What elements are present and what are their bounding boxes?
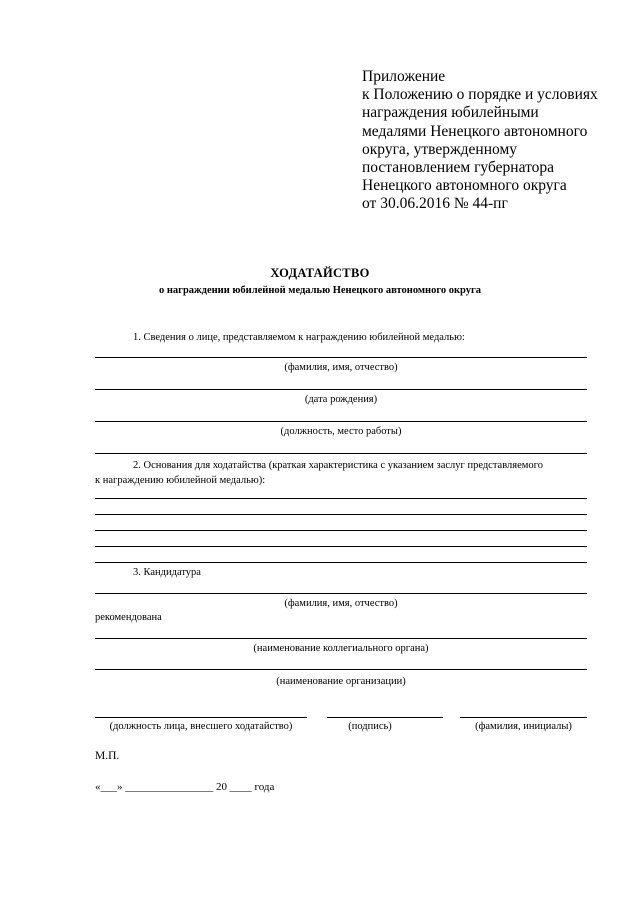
appendix-line: награждения юбилейными [362,104,539,122]
section2-heading-line2: к награждению юбилейной медалью): [95,475,266,486]
initials-signature-line[interactable] [460,717,587,718]
caption-signature: (подпись) [348,721,392,732]
appendix-line: к Положению о порядке и условиях [362,86,598,104]
appendix-line: постановлением губернатора [362,159,555,177]
caption-candidate-name: (фамилия, имя, отчество) [284,598,398,609]
grounds-fill-line[interactable] [95,546,587,547]
caption-collegial-body: (наименование коллегиального органа) [253,643,429,654]
collegial-body-fill-line[interactable] [95,638,587,639]
appendix-block [362,68,598,214]
grounds-fill-line[interactable] [95,530,587,531]
section3-heading: 3. Кандидатура [133,567,201,578]
appendix-line: Приложение [362,68,446,85]
signature-line[interactable] [327,717,443,718]
name-fill-line[interactable] [95,357,587,358]
caption-organization: (наименование организации) [276,676,406,687]
position-fill-line[interactable] [95,421,587,422]
caption-full-name: (фамилия, имя, отчество) [284,362,398,373]
caption-position: (должность, место работы) [280,426,402,437]
recommended-label: рекомендована [95,612,162,623]
caption-signer-position: (должность лица, внесшего ходатайство) [109,721,293,732]
grounds-fill-line[interactable] [95,562,587,563]
appendix-line: медалями Ненецкого автономного [362,122,588,140]
appendix-line: от 30.06.2016 № 44-пг [362,195,508,213]
appendix-line: округа, утвержденному [362,140,518,158]
section2-heading-line1: 2. Основания для ходатайства (краткая характеристика с указанием заслуг представляемого [133,460,543,471]
position-signature-line[interactable] [95,717,307,718]
separator-line [95,453,587,454]
date-line[interactable]: «___» ________________ 20 ____ года [95,781,275,793]
grounds-fill-line[interactable] [95,514,587,515]
appendix-line: Ненецкого автономного округа [362,177,567,195]
grounds-fill-line[interactable] [95,498,587,499]
candidate-name-fill-line[interactable] [95,593,587,594]
document-title: ХОДАТАЙСТВО [270,266,370,280]
document-subtitle: о награждении юбилейной медалью Ненецкого автономного округа [159,285,481,296]
birthdate-fill-line[interactable] [95,389,587,390]
section1-heading: 1. Сведения о лице, представляемом к награждению юбилейной медалью: [133,332,465,343]
caption-birthdate: (дата рождения) [304,394,378,405]
organization-fill-line[interactable] [95,669,587,670]
caption-initials: (фамилия, инициалы) [475,721,572,732]
stamp-label: М.П. [95,750,120,762]
